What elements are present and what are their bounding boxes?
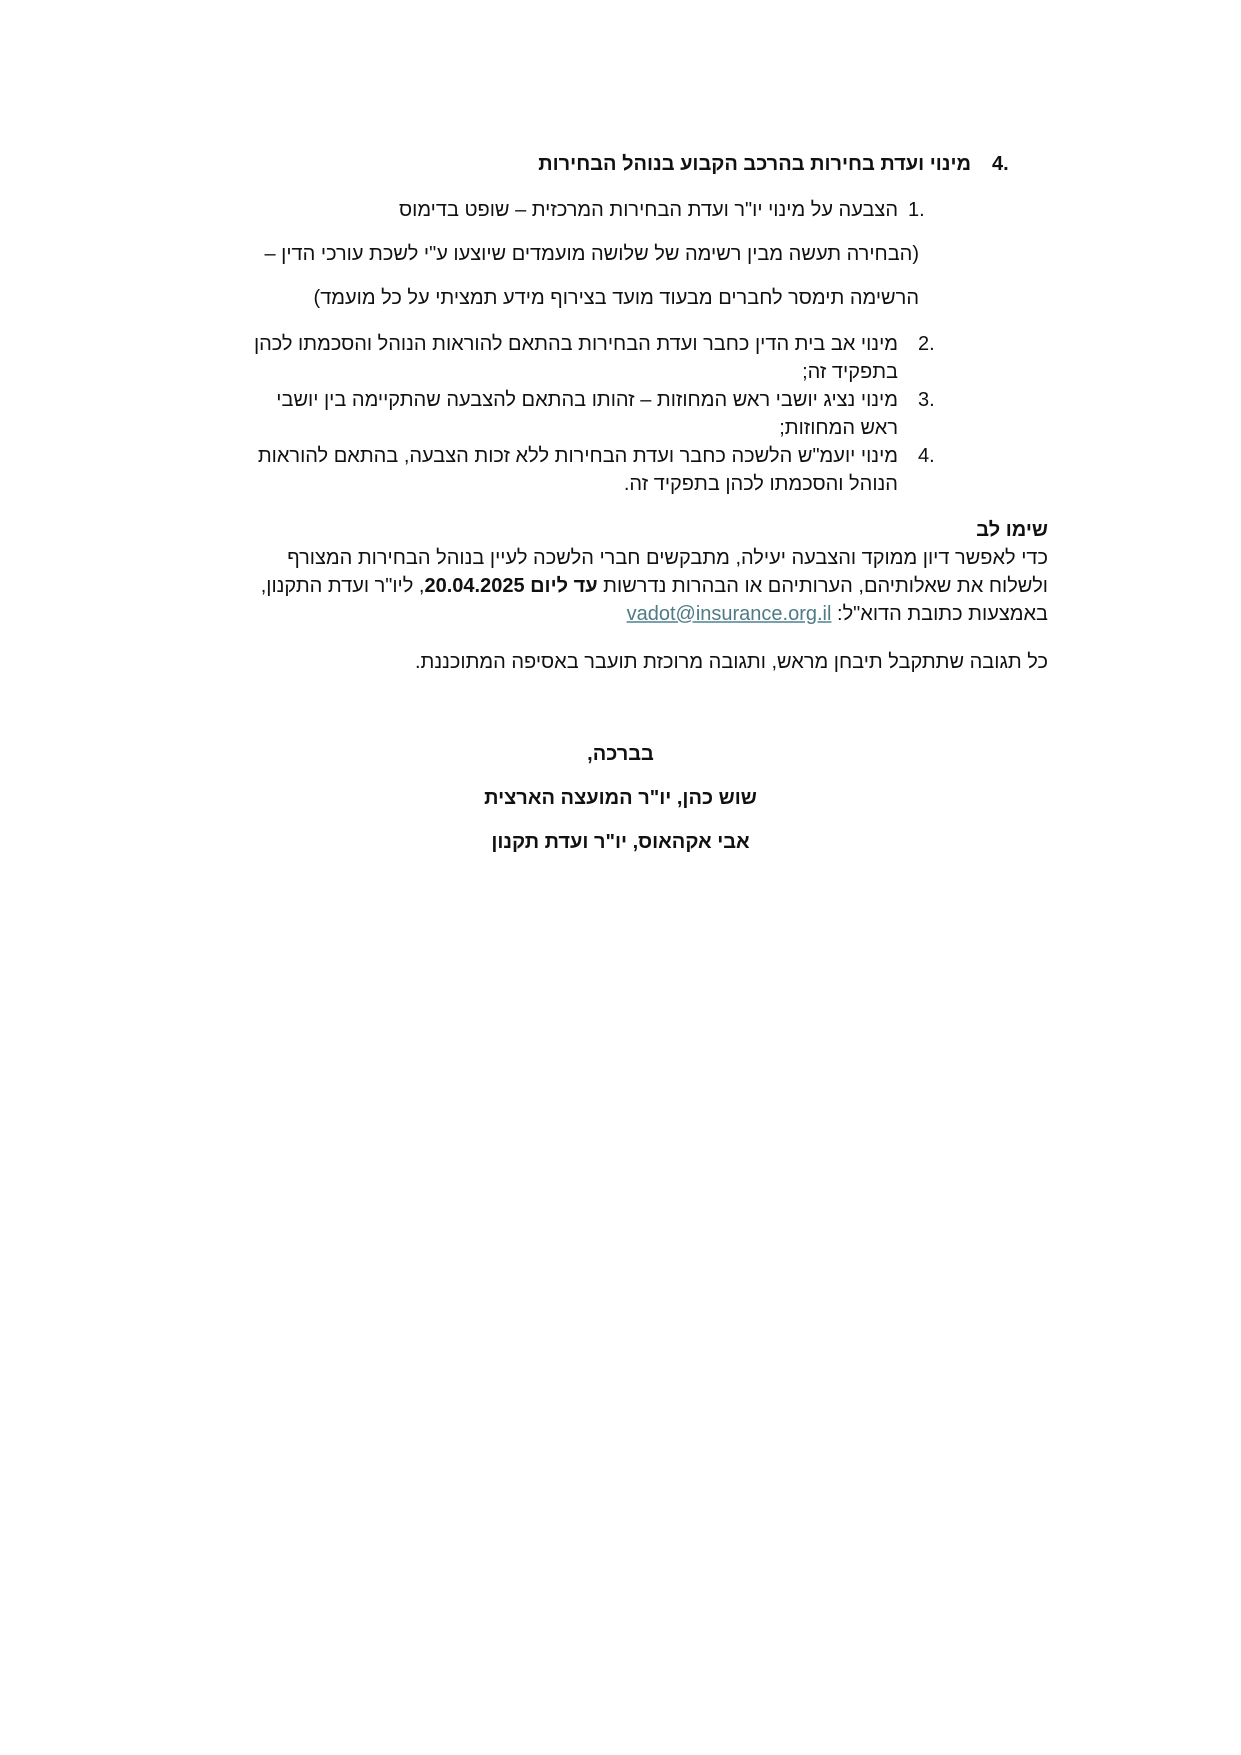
item-number: 2. <box>918 333 935 355</box>
item-3-line-2: ראש המחוזות; <box>779 417 898 439</box>
notice-line-1: כדי לאפשר דיון ממוקד והצבעה יעילה, מתבקשים חברי הלשכה לעיין בנוהל הבחירות המצורף <box>287 547 1048 569</box>
item-number: 3. <box>918 389 935 411</box>
notice-heading: שימו לב <box>976 519 1048 541</box>
item-4-line-1: מינוי יועמ"ש הלשכה כחבר ועדת הבחירות ללא זכות הצבעה, בהתאם להוראות <box>257 445 898 467</box>
notice-line-3-text: באמצעות כתובת הדוא"ל: <box>831 603 1048 625</box>
greeting: בברכה, <box>587 743 654 765</box>
item-number: 4. <box>918 445 935 467</box>
notice-line-2 <box>261 572 1048 600</box>
section-title: מינוי ועדת בחירות בהרכב הקבוע בנוהל הבחירות <box>538 153 971 175</box>
email-link[interactable]: vadot@insurance.org.il <box>626 603 832 625</box>
item-1-line-1: הצבעה על מינוי יו"ר ועדת הבחירות המרכזית – שופט בדימוס <box>399 199 898 221</box>
item-1-note-2: הרשימה תימסר לחברים מבעוד מועד בצירוף מידע תמציתי על כל מועמד) <box>313 287 919 309</box>
notice-line-2-text: ולשלוח את שאלותיהם, הערותיהם או הבהרות נדרשות <box>597 575 1048 597</box>
notice-line-3 <box>627 600 1048 628</box>
deadline-date: 20.04.2025 <box>424 575 525 597</box>
item-1-note-1: (הבחירה תעשה מבין רשימה של שלושה מועמדים שיוצעו ע"י לשכת עורכי הדין – <box>264 243 919 265</box>
signer-1: שוש כהן, יו"ר המועצה הארצית <box>484 787 757 809</box>
notice-closing: כל תגובה שתתקבל תיבחן מראש, ותגובה מרוכזת תועבר באסיפה המתוכננת. <box>414 651 1048 673</box>
section-number: 4. <box>992 153 1009 175</box>
signer-2: אבי אקהאוס, יו"ר ועדת תקנון <box>491 831 750 853</box>
notice-line-2-suffix: , ליו"ר ועדת התקנון, <box>260 575 425 597</box>
item-2-line-2: בתפקיד זה; <box>802 361 898 383</box>
item-number: 1. <box>908 199 925 221</box>
item-4-line-2: הנוהל והסכמתו לכהן בתפקיד זה. <box>623 473 898 495</box>
item-2-line-1: מינוי אב בית הדין כחבר ועדת הבחירות בהתאם להוראות הנוהל והסכמתו לכהן <box>253 333 898 355</box>
deadline-label: עד ליום <box>530 575 598 597</box>
item-3-line-1: מינוי נציג יושבי ראש המחוזות – זהותו בהתאם להצבעה שהתקיימה בין יושבי <box>276 389 898 411</box>
